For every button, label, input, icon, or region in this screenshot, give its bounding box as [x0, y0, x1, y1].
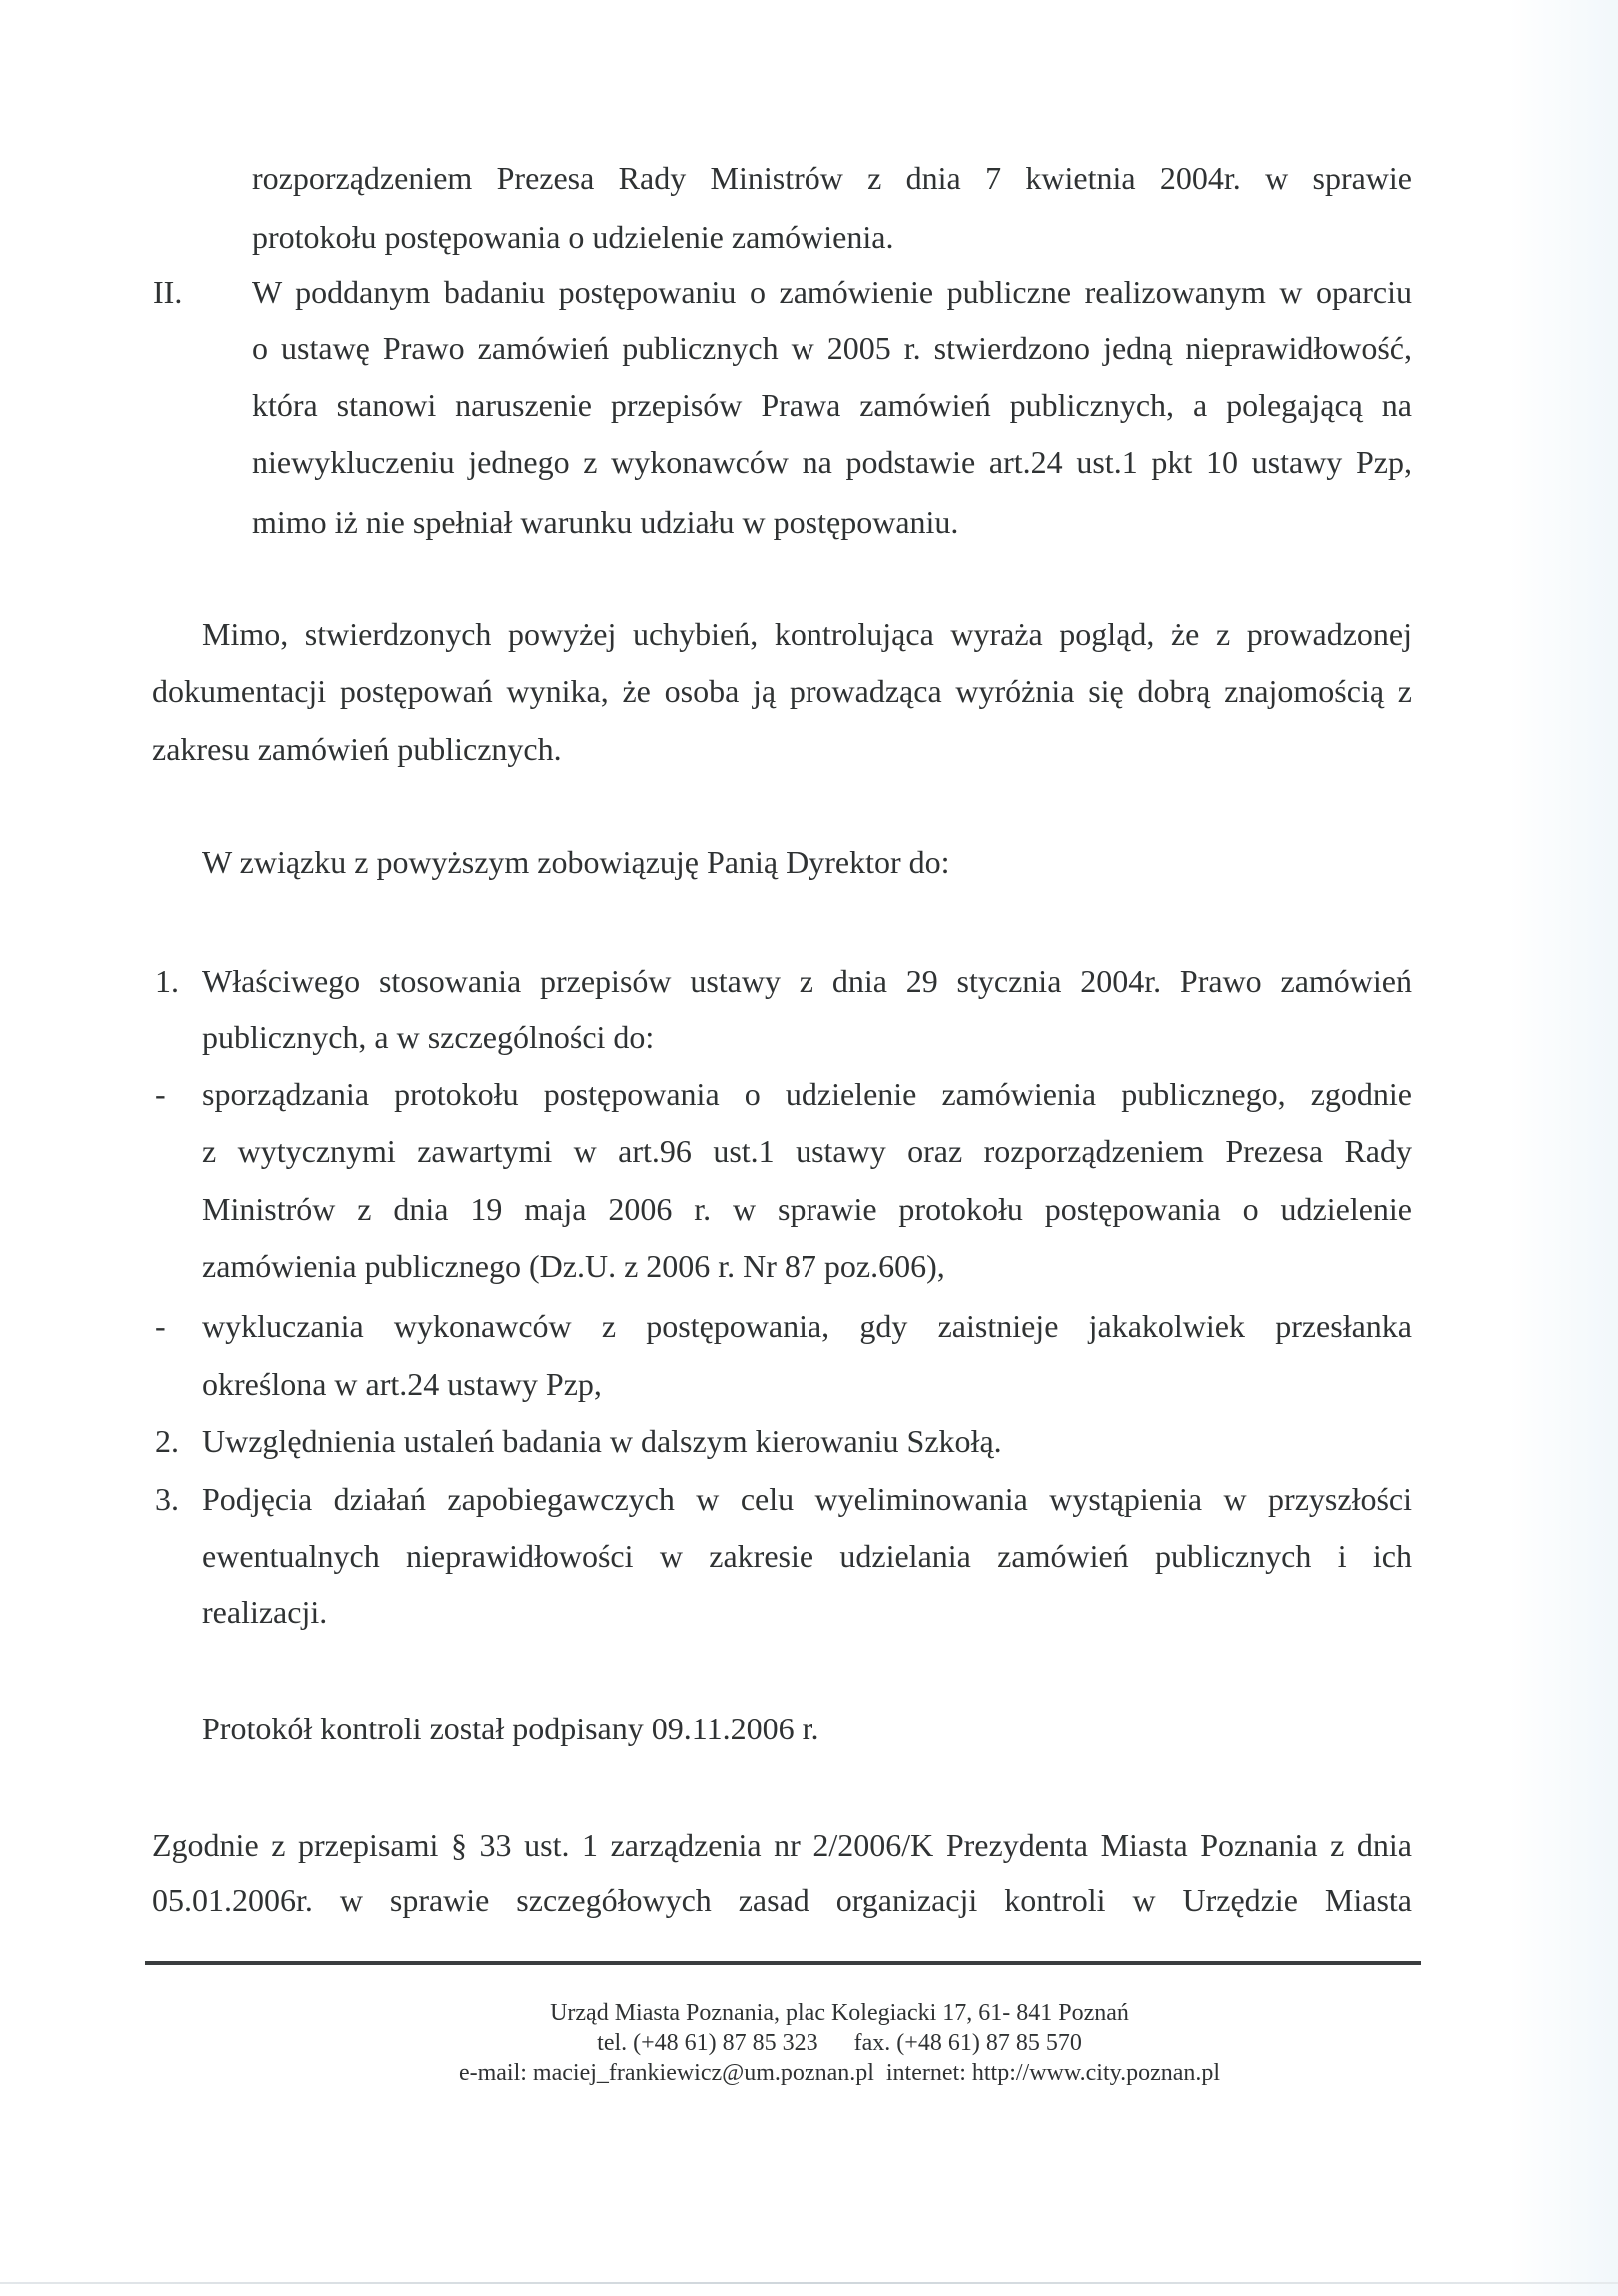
section-i-line-1: rozporządzeniem Prezesa Rady Ministrów z dnia 7 kwietnia 2004r. w sprawie: [252, 160, 1412, 196]
section-ii-line-4: niewykluczeniu jednego z wykonawców na podstawie art.24 ust.1 pkt 10 ustawy Pzp,: [252, 444, 1412, 480]
list-item-1-line-2: publicznych, a w szczególności do:: [202, 1019, 655, 1055]
closing-paragraph-line-1: Zgodnie z przepisami § 33 ust. 1 zarządzenia nr 2/2006/K Prezydenta Miasta Poznania z dnia: [152, 1827, 1412, 1863]
footer-email-web: e-mail: maciej_frankiewicz@um.poznan.pl internet: http://www.city.poznan.pl: [458, 2060, 1221, 2086]
paragraph-mimo-line-3: zakresu zamówień publicznych.: [152, 731, 562, 767]
list-item-2-line-1: Uwzględnienia ustaleń badania w dalszym kierowaniu Szkołą.: [202, 1423, 1002, 1459]
section-i-line-2: protokołu postępowania o udzielenie zamówienia.: [252, 219, 894, 255]
dash-item-1-line-4: zamówienia publicznego (Dz.U. z 2006 r. Nr 87 poz.606),: [202, 1248, 945, 1284]
dash-item-1-line-1: sporządzania protokołu postępowania o udzielenie zamówienia publicznego, zgodnie: [202, 1076, 1412, 1112]
section-ii-marker: II.: [153, 274, 183, 310]
dash-item-1-line-2: z wytycznymi zawartymi w art.96 ust.1 ustawy oraz rozporządzeniem Prezesa Rady: [202, 1133, 1412, 1169]
list-marker-dash-2: -: [155, 1308, 166, 1344]
protocol-signed-text: Protokół kontroli został podpisany 09.11.2006 r.: [202, 1711, 819, 1746]
list-marker-dash-1: -: [155, 1076, 166, 1112]
section-ii-line-5: mimo iż nie spełniał warunku udziału w postępowaniu.: [252, 504, 959, 540]
list-marker-1: 1.: [155, 963, 179, 999]
scan-edge-shade: [1508, 0, 1618, 2296]
paragraph-mimo-line-2: dokumentacji postępowań wynika, że osoba ją prowadząca wyróżnia się dobrą znajomością z: [152, 673, 1412, 709]
dash-item-2-line-2: określona w art.24 ustawy Pzp,: [202, 1366, 602, 1402]
section-ii-line-2: o ustawę Prawo zamówień publicznych w 2005 r. stwierdzono jedną nieprawidłowość,: [252, 330, 1412, 366]
list-marker-2: 2.: [155, 1423, 179, 1459]
footer-divider: [145, 1961, 1421, 1965]
scan-edge-bottom: [0, 2282, 1618, 2284]
paragraph-mimo-line-1: Mimo, stwierdzonych powyżej uchybień, kontrolująca wyraża pogląd, że z prowadzonej: [202, 616, 1412, 652]
list-item-3-line-2: ewentualnych nieprawidłowości w zakresie udzielania zamówień publicznych i ich: [202, 1538, 1412, 1574]
dash-item-2-line-1: wykluczania wykonawców z postępowania, gdy zaistnieje jakakolwiek przesłanka: [202, 1308, 1412, 1344]
footer-phone-fax: tel. (+48 61) 87 85 323 fax. (+48 61) 87 85 570: [597, 2030, 1082, 2056]
list-marker-3: 3.: [155, 1481, 179, 1517]
list-item-3-line-1: Podjęcia działań zapobiegawczych w celu wyeliminowania wystąpienia w przyszłości: [202, 1481, 1412, 1517]
paragraph-obligation: W związku z powyższym zobowiązuję Panią Dyrektor do:: [202, 844, 950, 880]
list-item-1-line-1: Właściwego stosowania przepisów ustawy z dnia 29 stycznia 2004r. Prawo zamówień: [202, 963, 1412, 999]
dash-item-1-line-3: Ministrów z dnia 19 maja 2006 r. w sprawie protokołu postępowania o udzielenie: [202, 1191, 1412, 1227]
closing-paragraph-line-2: 05.01.2006r. w sprawie szczegółowych zasad organizacji kontroli w Urzędzie Miasta: [152, 1882, 1412, 1918]
list-item-3-line-3: realizacji.: [202, 1594, 328, 1630]
section-ii-line-1: W poddanym badaniu postępowaniu o zamówienie publiczne realizowanym w oparciu: [252, 274, 1412, 310]
section-ii-line-3: która stanowi naruszenie przepisów Prawa zamówień publicznych, a polegającą na: [252, 387, 1412, 423]
footer-address: Urząd Miasta Poznania, plac Kolegiacki 17, 61- 841 Poznań: [550, 2000, 1129, 2026]
